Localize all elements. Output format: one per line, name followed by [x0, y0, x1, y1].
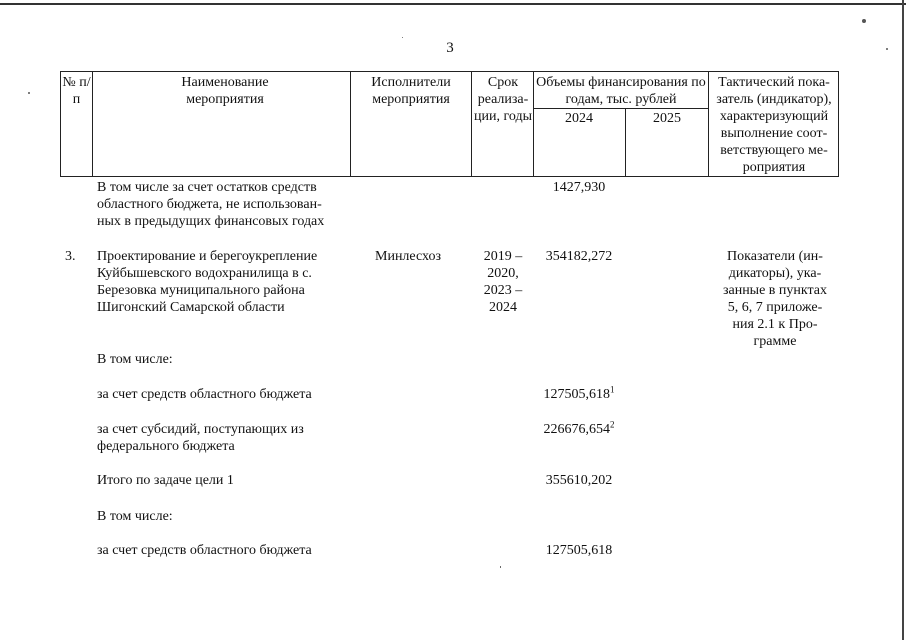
row-4-value-text: 127505,618 [543, 387, 610, 402]
row-2-indicator: Показатели (ин- дикаторы), ука- занные в пунктах 5, 6, 7 приложе- ния 2.1 к Про- грамме [722, 249, 828, 349]
col-line-7 [838, 71, 839, 177]
row-7-name: В том числе: [97, 509, 173, 524]
fin-subheader-line [533, 108, 708, 109]
row-6-value-2024: 355610,202 [545, 473, 613, 488]
row-8-value-2024: 127505,618 [545, 543, 613, 558]
col-line-6 [708, 71, 709, 177]
row-5-name: за счет субсидий, поступающих из федерального бюджета [97, 422, 304, 454]
header-indicator: Тактический пока- затель (индикатор), характеризующий выполнение соот- ветствующего ме- роприятия [716, 75, 832, 175]
header-term: Срок реализа- ции, годы [474, 75, 532, 124]
scan-speck [862, 19, 866, 23]
row-5-footnote-mark: 2 [610, 419, 615, 430]
col-line-3 [471, 71, 472, 177]
row-5-value-2024 [535, 421, 623, 438]
header-name: Наименование мероприятия [181, 75, 269, 107]
row-2-term: 2019 – 2020, 2023 – 2024 [483, 249, 523, 315]
right-rule [902, 0, 904, 640]
header-bottom-line [60, 176, 839, 177]
scan-speck [500, 566, 501, 568]
row-4-name: за счет средств областного бюджета [97, 387, 312, 402]
row-5-value-text: 226676,654 [543, 422, 610, 437]
page-number: 3 [446, 40, 454, 56]
col-line-0 [60, 71, 61, 177]
top-rule [0, 3, 906, 5]
row-1-value-2024: 1427,930 [552, 180, 606, 195]
row-4-footnote-mark: 1 [610, 384, 615, 395]
header-financing: Объемы финансирования по годам, тыс. рублей [536, 75, 706, 107]
scan-speck [28, 92, 30, 94]
row-8-name: за счет средств областного бюджета [97, 543, 312, 558]
header-num: № п/п [62, 75, 91, 107]
col-line-5 [625, 108, 626, 177]
row-2-value-2024: 354182,272 [545, 249, 613, 264]
row-6-name: Итого по задаче цели 1 [97, 473, 234, 488]
col-line-2 [350, 71, 351, 177]
header-year-2025: 2025 [653, 111, 681, 126]
row-2-executor: Минлесхоз [375, 249, 442, 264]
row-1-name: В том числе за счет остатков средств областного бюджета, не использован- ных в предыдущих финансовых годах [97, 180, 325, 229]
col-line-4 [533, 71, 534, 177]
header-year-2024: 2024 [565, 111, 593, 126]
row-2-number: 3. [65, 249, 76, 264]
scan-speck [402, 37, 403, 38]
row-2-name: Проектирование и берегоукрепление Куйбышевского водохранилища в с. Березовка муниципального района Шигонский Самарской области [97, 249, 318, 315]
row-4-value-2024 [535, 386, 623, 403]
row-3-name: В том числе: [97, 352, 173, 367]
header-executors: Исполнители мероприятия [371, 75, 451, 107]
header-top-line [60, 71, 839, 72]
col-line-1 [92, 71, 93, 177]
scan-speck [886, 48, 888, 50]
